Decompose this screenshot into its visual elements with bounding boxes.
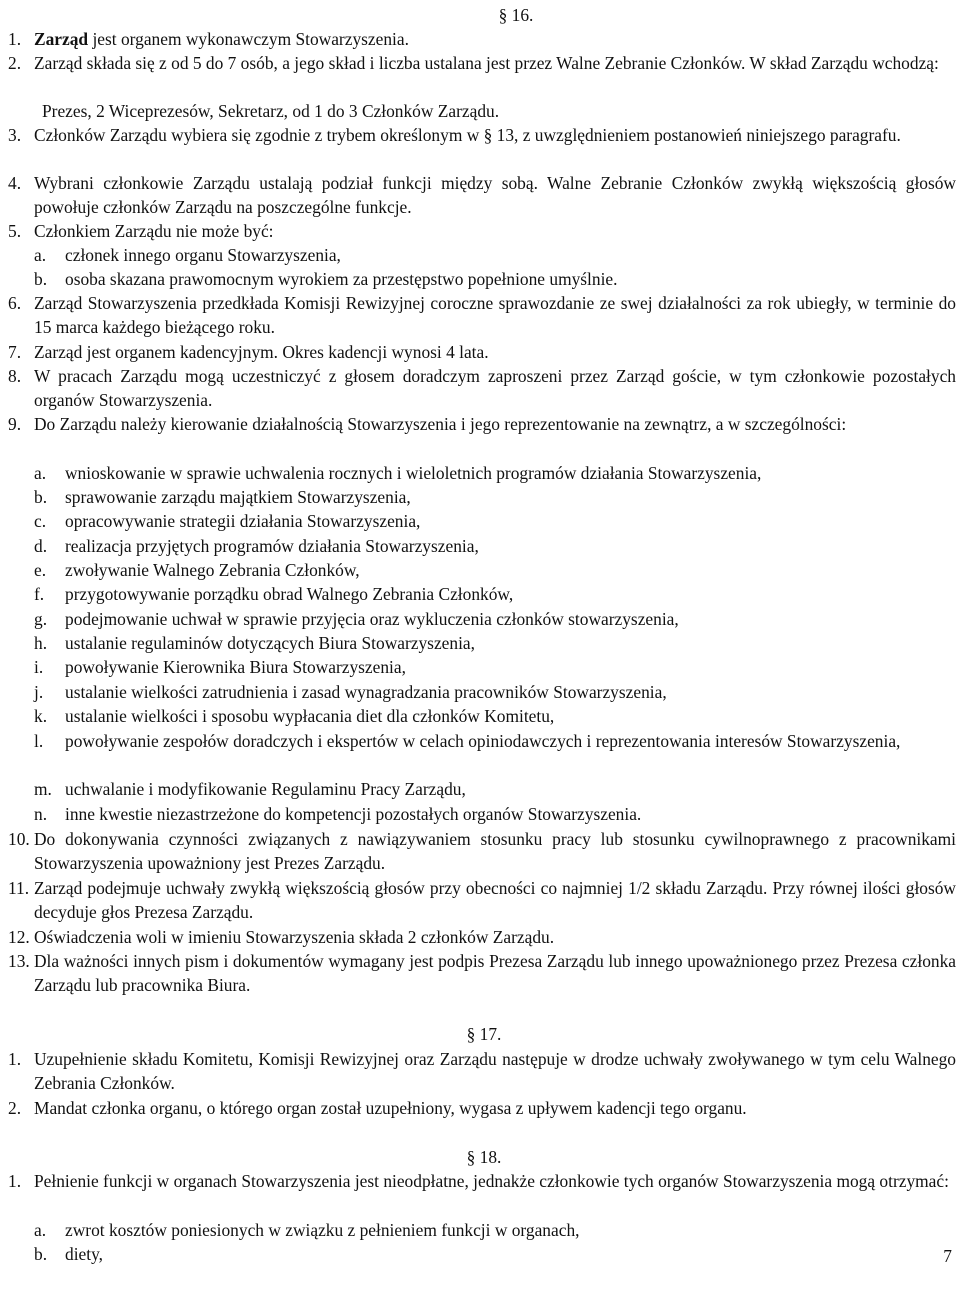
sub-item xyxy=(34,631,956,655)
sub-item xyxy=(34,267,956,291)
sub-item-text: wnioskowanie w sprawie uchwalenia rocznych i wieloletnich programów działania Stowarzyszenia, xyxy=(65,463,762,483)
list-item xyxy=(8,876,956,924)
sub-item xyxy=(34,509,956,533)
sub-item xyxy=(34,777,956,801)
item-number: 4. xyxy=(8,173,22,193)
sub-item-text: ustalanie wielkości zatrudnienia i zasad wynagradzania pracowników Stowarzyszenia, xyxy=(65,682,667,702)
item-text: jest organem wykonawczym Stowarzyszenia. xyxy=(88,29,409,49)
item-number: 2. xyxy=(8,1098,22,1118)
sub-item-letter: h. xyxy=(34,633,48,653)
sub-item-text: przygotowywanie porządku obrad Walnego Zebrania Członków, xyxy=(65,584,514,604)
sub-item-letter: a. xyxy=(34,245,47,265)
sub-item-letter: b. xyxy=(34,1244,48,1264)
item-number: 6. xyxy=(8,293,22,313)
sub-item-text: diety, xyxy=(65,1244,103,1264)
item-text: Uzupełnienie składu Komitetu, Komisji Rewizyjnej oraz Zarządu następuje w drodze uchwały zwoływanego w tym celu Walnego Zebrania Członków. xyxy=(34,1049,956,1094)
item-number: 10. xyxy=(8,829,30,849)
item-number: 11. xyxy=(8,878,30,898)
sub-item-letter: d. xyxy=(34,536,48,556)
sub-item-letter: a. xyxy=(34,463,47,483)
item-number: 13. xyxy=(8,951,30,971)
sub-item-letter: a. xyxy=(34,1220,47,1240)
sub-item-text: osoba skazana prawomocnym wyrokiem za przestępstwo popełnione umyślnie. xyxy=(65,269,618,289)
sub-item-text: sprawowanie zarządu majątkiem Stowarzyszenia, xyxy=(65,487,411,507)
list-item xyxy=(8,1169,956,1193)
item-number: 8. xyxy=(8,366,22,386)
sub-item xyxy=(34,729,956,753)
sub-item xyxy=(34,704,956,728)
sub-item-letter: b. xyxy=(34,487,48,507)
sub-item-text: powoływanie Kierownika Biura Stowarzyszenia, xyxy=(65,657,406,677)
sub-item xyxy=(34,558,956,582)
sub-item-text: opracowywanie strategii działania Stowarzyszenia, xyxy=(65,511,421,531)
sub-item-text: zwoływanie Walnego Zebrania Członków, xyxy=(65,560,360,580)
sub-item xyxy=(34,582,956,606)
item-number: 7. xyxy=(8,342,22,362)
sub-item-text: podejmowanie uchwał w sprawie przyjęcia oraz wykluczenia członków stowarzyszenia, xyxy=(65,609,679,629)
sub-item-letter: g. xyxy=(34,609,48,629)
sub-item-letter: b. xyxy=(34,269,48,289)
sub-item xyxy=(34,485,956,509)
list-item xyxy=(8,412,956,436)
sub-item-letter: m. xyxy=(34,779,52,799)
sub-item-text: zwrot kosztów poniesionych w związku z pełnieniem funkcji w organach, xyxy=(65,1220,580,1240)
item-text: Zarząd jest organem kadencyjnym. Okres kadencji wynosi 4 lata. xyxy=(34,342,489,362)
list-item xyxy=(8,340,956,364)
list-item xyxy=(8,219,956,243)
list-item xyxy=(8,51,956,75)
sub-item-text: powoływanie zespołów doradczych i ekspertów w celach opiniodawczych i reprezentowania interesów Stowarzyszenia, xyxy=(65,731,901,751)
item-text: Pełnienie funkcji w organach Stowarzyszenia jest nieodpłatne, jednakże członkowie tych organów Stowarzyszenia mogą otrzymać: xyxy=(34,1171,949,1191)
sub-item-letter: l. xyxy=(34,731,44,751)
sub-item-text: realizacja przyjętych programów działania Stowarzyszenia, xyxy=(65,536,479,556)
sub-item-text: uchwalanie i modyfikowanie Regulaminu Pracy Zarządu, xyxy=(65,779,466,799)
sub-item xyxy=(34,607,956,631)
sub-item-letter: f. xyxy=(34,584,45,604)
item-text: Mandat członka organu, o którego organ został uzupełniony, wygasa z upływem kadencji tego organu. xyxy=(34,1098,747,1118)
item-text: Członkiem Zarządu nie może być: xyxy=(34,221,274,241)
sub-item-letter: k. xyxy=(34,706,48,726)
sub-item xyxy=(34,1218,956,1242)
sub-item-letter: j. xyxy=(34,682,44,702)
sub-item-letter: n. xyxy=(34,804,48,824)
composition-line: Prezes, 2 Wiceprezesów, Sekretarz, od 1 do 3 Członków Zarządu. xyxy=(42,101,500,121)
item-bold-term: Zarząd xyxy=(34,29,89,49)
list-item xyxy=(8,925,956,949)
item-number: 2. xyxy=(8,53,22,73)
item-text: Dla ważności innych pism i dokumentów wymagany jest podpis Prezesa Zarządu lub innego upoważnionego przez Prezesa członka Zarządu lub pracownika Biura. xyxy=(34,951,956,996)
sub-item xyxy=(34,461,956,485)
list-item xyxy=(8,291,956,339)
item-number: 5. xyxy=(8,221,22,241)
list-item xyxy=(8,27,956,51)
sub-item xyxy=(34,243,956,267)
list-item xyxy=(8,123,956,147)
item-number: 1. xyxy=(8,1171,22,1191)
item-text: Do Zarządu należy kierowanie działalnością Stowarzyszenia i jego reprezentowanie na zewnątrz, a w szczególności: xyxy=(34,414,847,434)
sub-item-letter: c. xyxy=(34,511,47,531)
item-number: 12. xyxy=(8,927,30,947)
item-number: 9. xyxy=(8,414,22,434)
item-number: 1. xyxy=(8,29,22,49)
item-text: Wybrani członkowie Zarządu ustalają podział funkcji między sobą. Walne Zebranie Członków zwykłą większością głosów powołuje członków Zarządu na poszczególne funkcje. xyxy=(34,173,956,218)
sub-item-letter: e. xyxy=(34,560,47,580)
list-item xyxy=(8,827,956,875)
item-text: Zarząd podejmuje uchwały zwykłą większością głosów przy obecności co najmniej 1/2 składu Zarządu. Przy równej ilości głosów decyduje głos Prezesa Zarządu. xyxy=(34,878,956,923)
sub-item-text: członek innego organu Stowarzyszenia, xyxy=(65,245,341,265)
sub-item xyxy=(34,802,956,826)
sub-item xyxy=(34,680,956,704)
sub-item-text: inne kwestie niezastrzeżone do kompetencji pozostałych organów Stowarzyszenia. xyxy=(65,804,642,824)
item-text: Zarząd Stowarzyszenia przedkłada Komisji Rewizyjnej coroczne sprawozdanie ze swej działalności za rok ubiegły, w terminie do 15 marca każdego bieżącego roku. xyxy=(34,293,956,338)
list-item xyxy=(8,1047,956,1095)
item-text: Do dokonywania czynności związanych z nawiązywaniem stosunku pracy lub stosunku cywilnoprawnego z pracownikami Stowarzyszenia upoważniony jest Prezes Zarządu. xyxy=(34,829,956,874)
sub-item xyxy=(34,1242,956,1266)
section-heading-18: § 18. xyxy=(466,1147,502,1167)
list-item xyxy=(8,364,956,412)
item-text: Oświadczenia woli w imieniu Stowarzyszenia składa 2 członków Zarządu. xyxy=(34,927,555,947)
item-number: 3. xyxy=(8,125,22,145)
list-item xyxy=(8,949,956,997)
sub-item xyxy=(34,655,956,679)
sub-item-letter: i. xyxy=(34,657,44,677)
list-item xyxy=(8,171,956,219)
item-text: W pracach Zarządu mogą uczestniczyć z głosem doradczym zaproszeni przez Zarząd goście, w tym członkowie pozostałych organów Stowarzyszenia. xyxy=(34,366,956,411)
item-number: 1. xyxy=(8,1049,22,1069)
sub-item-text: ustalanie wielkości i sposobu wypłacania diet dla członków Komitetu, xyxy=(65,706,555,726)
sub-item xyxy=(34,534,956,558)
section-heading-16: § 16. xyxy=(498,5,534,25)
sub-item-text: ustalanie regulaminów dotyczących Biura Stowarzyszenia, xyxy=(65,633,475,653)
item-text: Członków Zarządu wybiera się zgodnie z trybem określonym w § 13, z uwzględnieniem postanowień niniejszego paragrafu. xyxy=(34,125,901,145)
list-item xyxy=(8,1096,956,1120)
page-number: 7 xyxy=(943,1246,952,1266)
section-heading-17: § 17. xyxy=(466,1024,502,1044)
item-text: Zarząd składa się z od 5 do 7 osób, a jego skład i liczba ustalana jest przez Walne Zebranie Członków. W skład Zarządu wchodzą: xyxy=(34,53,939,73)
